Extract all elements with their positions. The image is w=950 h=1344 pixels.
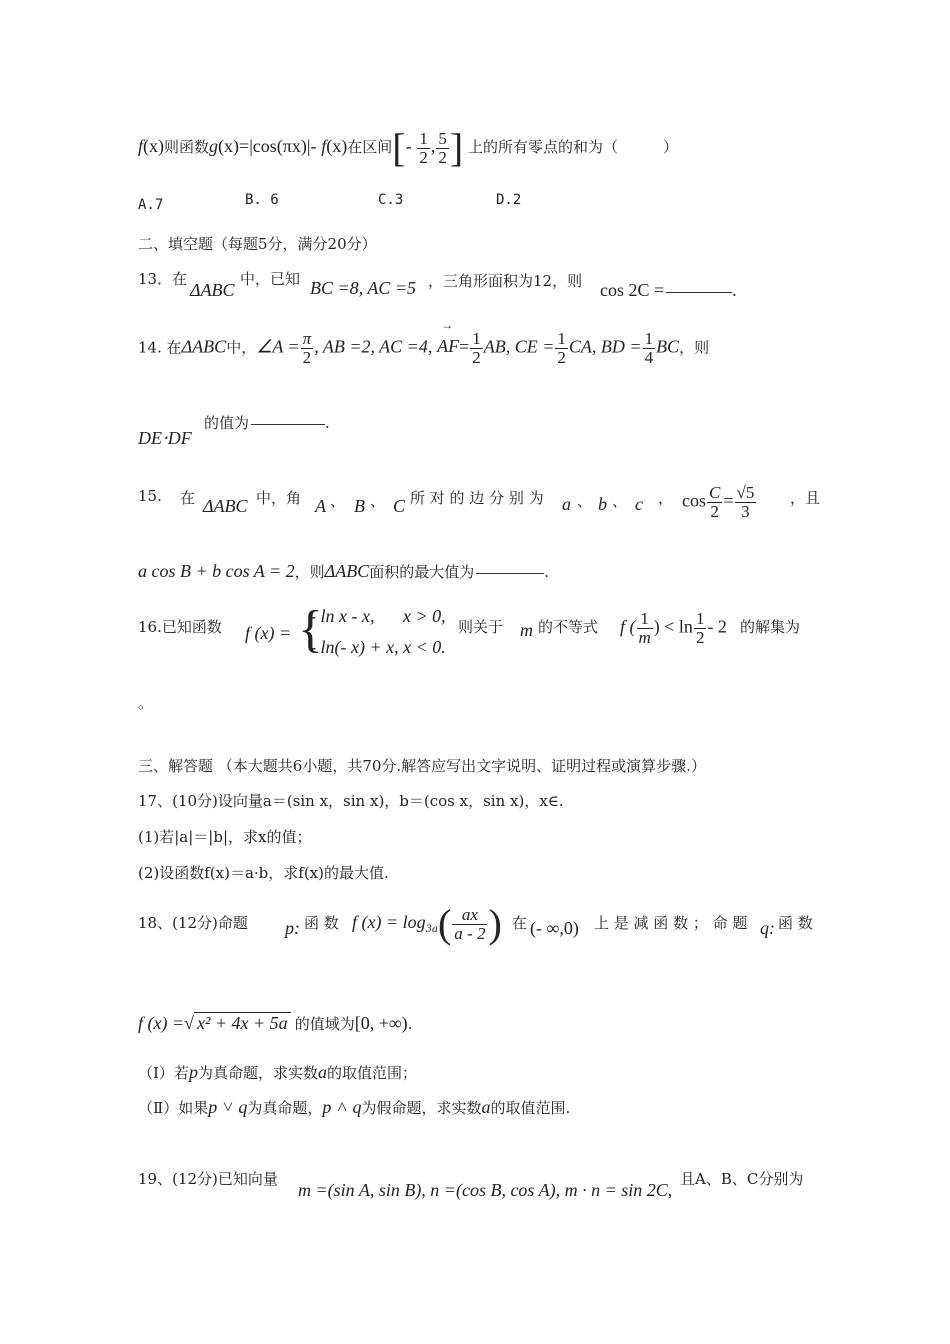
q19-tail: 且A、B、C分别为	[680, 1170, 804, 1188]
fraction-quarter: $\frac{1}{4}$	[644, 329, 654, 367]
q15-cos-condition: cos $\frac{C}{2}$ = $\frac{√5}{3}$	[682, 483, 755, 521]
q15-text-1: 中，角	[256, 489, 302, 507]
q16-m: m	[520, 620, 533, 640]
q18-p: p:	[285, 918, 300, 938]
q18-text-2: 上 是 减 函 数 ； 命 题	[594, 914, 748, 932]
q15-angle-b: B	[354, 496, 365, 516]
q19-num: 19、(12分)已知向量	[138, 1170, 278, 1188]
q18-part-1: （Ⅰ）若p为真命题，求实数a的取值范围；	[138, 1062, 417, 1082]
q16-inequality: f ( $\frac{1}{m}$ ) < ln $\frac{1}{2}$ - 2	[620, 609, 727, 647]
q16-case-1: - ln x - x,	[310, 606, 375, 626]
q13-ask: cos 2C = .	[600, 280, 737, 300]
q14-ask: 的值为 .	[204, 414, 330, 432]
q14-stem: 14. 在ΔABC中，∠A = $\frac{\pi}{2}$ , AB =2, AC =4, → AF= $\frac{1}{2}$ AB, CE = $\frac{1}{2}$ CA, BD = $\frac{1}{4}$ BC，则	[138, 318, 710, 367]
fraction-half-1: $\frac{1}{2}$	[472, 329, 481, 367]
q15-triangle: ΔABC	[203, 496, 248, 516]
choice-a: A.7	[138, 197, 164, 213]
q15-sep-3: 、	[577, 492, 593, 510]
q15-side-c: c	[635, 494, 643, 514]
q18-q-function: f (x) =√ x² + 4x + 5a 的值域为[0, +∞).	[138, 1013, 413, 1033]
q13-triangle: ΔABC	[190, 280, 235, 300]
q16-text-3: 的不等式	[538, 618, 599, 636]
fraction-half-2: $\frac{1}{2}$	[557, 329, 566, 367]
q13-stem: 13．在	[138, 270, 188, 288]
fraction-neg-half: $\frac{1}{2}$	[419, 128, 428, 167]
vector-af: → AF	[437, 318, 460, 357]
q15-zai: 在	[180, 489, 196, 507]
q18-num: 18、(12分)命题	[138, 914, 248, 932]
fraction-pi-half: $\frac{\pi}{2}$	[302, 329, 312, 367]
q15-num: 15.	[138, 487, 162, 505]
q15-side-a: a	[562, 494, 571, 514]
fraction-five-half: $\frac{5}{2}$	[438, 128, 447, 167]
q17-part-1: (1)若|a|＝|b|，求x的值；	[138, 828, 312, 846]
q13-text-1: 中，已知	[240, 270, 301, 288]
q14-dot-product: DE⋅DF	[138, 428, 192, 448]
q18-text-1: 函 数	[304, 914, 339, 932]
q15-sep-2: 、	[370, 492, 386, 510]
q15-line-2: a cos B + b cos A = 2，则ΔABC面积的最大值为 .	[138, 561, 549, 581]
q18-text-3: 函 数	[778, 914, 813, 932]
q19-expr: m =(sin A, sin B), n =(cos B, cos A), m · n = sin 2C,	[298, 1180, 673, 1200]
q12-stem: f(x)则函数g(x)=|cos(πx)|- f(x)在区间[- $\frac{1}{2}$ , $\frac{5}{2}$ ] 上的所有零点的和为（ ）	[138, 125, 679, 170]
choice-c: C.3	[378, 192, 404, 208]
q18-q: q:	[760, 918, 775, 938]
choice-b: B. 6	[245, 192, 279, 208]
q16-text-2: 则关于	[458, 618, 504, 636]
q16-cond-1: x > 0,	[403, 606, 446, 626]
section-3-heading: 三、解答题 （本大题共6小题，共70分.解答应写出文字说明、证明过程或演算步骤.）	[138, 757, 706, 775]
q15-text-2: 所 对 的 边 分 别 为	[410, 489, 544, 507]
q16-fx: f (x) =	[245, 623, 292, 643]
section-2-heading: 二、填空题（每题5分，满分20分）	[138, 235, 377, 253]
q15-angle-c: C	[393, 496, 406, 516]
q17-part-2: (2)设函数f(x)＝a·b，求f(x)的最大值.	[138, 864, 389, 882]
q15-comma: ，	[658, 489, 674, 507]
q13-text-2: ，三角形面积为12，则	[428, 272, 583, 290]
q15-sep-1: 、	[330, 492, 346, 510]
q15-qie: ，且	[790, 489, 821, 507]
choice-d: D.2	[496, 192, 522, 208]
q18-zai: 在	[512, 914, 528, 932]
q15-side-b: b	[598, 494, 607, 514]
q15-angle-a: A	[315, 496, 326, 516]
q16-end: 。	[138, 694, 154, 712]
q16-num: 16.已知函数	[138, 618, 222, 636]
q13-given: BC =8, AC =5	[310, 278, 416, 298]
q18-part-2: （Ⅱ）如果p ˅ q为真命题，p ˄ q为假命题，求实数a的取值范围.	[138, 1097, 571, 1117]
q15-sep-4: 、	[612, 492, 628, 510]
q17-stem: 17、(10分)设向量a＝(sin x，sin x)，b＝(cos x，sin x)，x∈.	[138, 792, 564, 810]
q16-text-4: 的解集为	[740, 618, 801, 636]
q18-log-function: f $(x) = \log_{3a}$( $\frac{ax}{a - 2}$ )	[352, 901, 502, 946]
q18-interval: (- ∞,0)	[530, 918, 579, 938]
q16-case-2: - ln(- x) + x, x < 0.	[310, 637, 446, 657]
q16-brace: {	[298, 601, 323, 658]
